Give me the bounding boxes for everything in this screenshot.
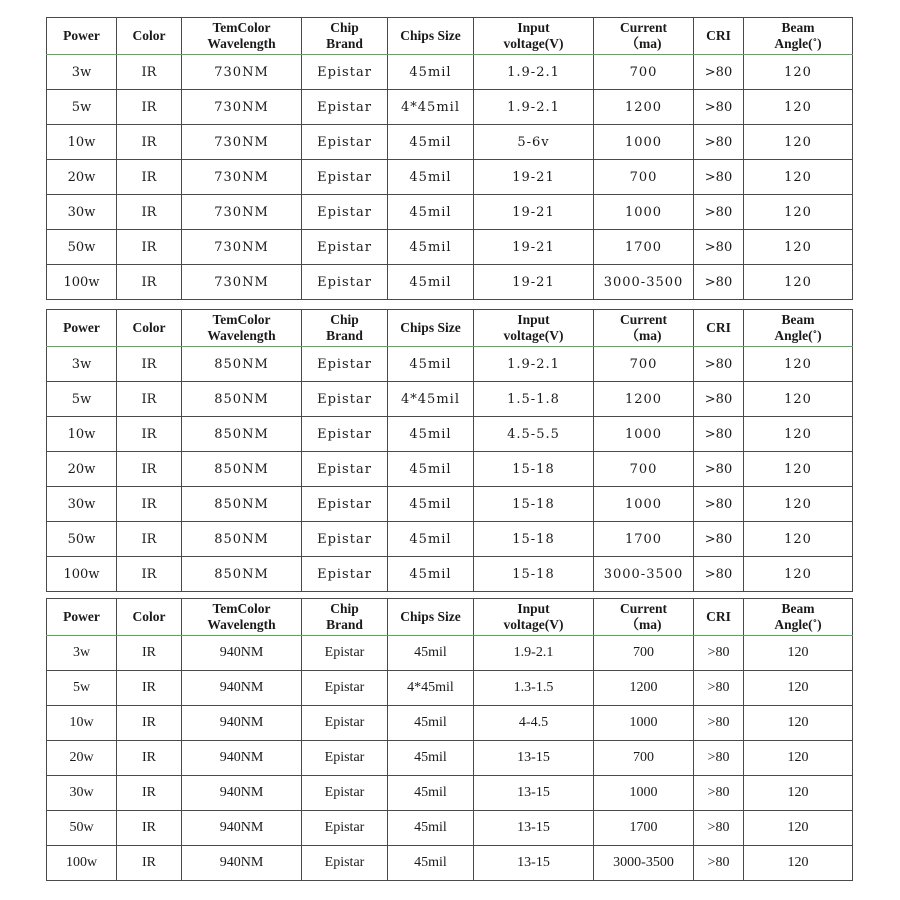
header-current-line: Current — [620, 601, 667, 616]
table-row — [47, 636, 853, 671]
table-row — [47, 452, 853, 487]
cell-chip-brand: Epistar — [302, 487, 388, 522]
header-chip-brand-line: Brand — [326, 617, 363, 632]
cell-color: IR — [117, 452, 182, 487]
header-chip-brand — [302, 310, 388, 347]
header-power-line: Power — [63, 320, 100, 335]
header-power-line: Power — [63, 28, 100, 43]
cell-beam-angle: 120 — [744, 487, 853, 522]
table-row — [47, 417, 853, 452]
header-beam-angle-line: Beam — [781, 601, 815, 616]
cell-power: 50w — [47, 811, 117, 846]
cell-power: 50w — [47, 230, 117, 265]
cell-input-voltage: 15-18 — [474, 452, 594, 487]
header-input-voltage — [474, 599, 594, 636]
spec-table-940nm — [46, 598, 853, 881]
header-chip-brand-line: Chip — [330, 20, 359, 35]
cell-input-voltage: 5-6v — [474, 125, 594, 160]
cell-chip-brand: Epistar — [302, 417, 388, 452]
cell-input-voltage: 1.5-1.8 — [474, 382, 594, 417]
header-chips-size-line: Chips Size — [400, 28, 461, 43]
cell-input-voltage: 13-15 — [474, 776, 594, 811]
cell-current: 700 — [594, 636, 694, 671]
cell-chip-brand: Epistar — [302, 382, 388, 417]
cell-input-voltage: 19-21 — [474, 195, 594, 230]
cell-input-voltage: 1.9-2.1 — [474, 636, 594, 671]
cell-cri: >80 — [694, 487, 744, 522]
header-current-line: （ma) — [625, 328, 662, 343]
cell-chip-brand: Epistar — [302, 706, 388, 741]
cell-current: 1000 — [594, 487, 694, 522]
cell-color: IR — [117, 265, 182, 300]
table-row — [47, 706, 853, 741]
header-chip-brand-line: Chip — [330, 312, 359, 327]
header-color — [117, 599, 182, 636]
table-row — [47, 230, 853, 265]
cell-current: 1000 — [594, 776, 694, 811]
cell-wavelength: 730NM — [182, 90, 302, 125]
cell-beam-angle: 120 — [744, 347, 853, 382]
cell-input-voltage: 4-4.5 — [474, 706, 594, 741]
cell-color: IR — [117, 846, 182, 881]
header-current-line: Current — [620, 312, 667, 327]
header-chips-size — [388, 18, 474, 55]
cell-beam-angle: 120 — [744, 265, 853, 300]
header-beam-angle-line: Angle(˚) — [774, 36, 822, 51]
cell-chip-brand: Epistar — [302, 230, 388, 265]
cell-input-voltage: 15-18 — [474, 522, 594, 557]
cell-current: 1000 — [594, 195, 694, 230]
header-beam-angle-line: Beam — [781, 312, 815, 327]
cell-wavelength: 850NM — [182, 417, 302, 452]
cell-chips-size: 45mil — [388, 487, 474, 522]
spec-table-730nm — [46, 17, 853, 300]
header-power — [47, 599, 117, 636]
cell-power: 30w — [47, 487, 117, 522]
cell-power: 20w — [47, 160, 117, 195]
cell-cri: >80 — [694, 160, 744, 195]
cell-chips-size: 4*45mil — [388, 90, 474, 125]
header-chips-size — [388, 599, 474, 636]
cell-power: 30w — [47, 776, 117, 811]
cell-power: 50w — [47, 522, 117, 557]
header-current-line: Current — [620, 20, 667, 35]
header-power — [47, 18, 117, 55]
cell-current: 1700 — [594, 522, 694, 557]
header-beam-angle — [744, 599, 853, 636]
cell-wavelength: 730NM — [182, 230, 302, 265]
header-current-line: （ma) — [625, 36, 662, 51]
cell-cri: >80 — [694, 671, 744, 706]
cell-color: IR — [117, 382, 182, 417]
cell-cri: >80 — [694, 382, 744, 417]
header-beam-angle — [744, 18, 853, 55]
cell-cri: >80 — [694, 741, 744, 776]
cell-chip-brand: Epistar — [302, 741, 388, 776]
cell-power: 5w — [47, 90, 117, 125]
cell-chips-size: 45mil — [388, 55, 474, 90]
cell-color: IR — [117, 671, 182, 706]
cell-beam-angle: 120 — [744, 55, 853, 90]
cell-current: 3000-3500 — [594, 265, 694, 300]
cell-cri: >80 — [694, 265, 744, 300]
header-wavelength-line: TemColor — [212, 20, 271, 35]
cell-chips-size: 45mil — [388, 811, 474, 846]
cell-power: 3w — [47, 55, 117, 90]
cell-input-voltage: 13-15 — [474, 846, 594, 881]
cell-beam-angle: 120 — [744, 846, 853, 881]
cell-chip-brand: Epistar — [302, 125, 388, 160]
header-beam-angle-line: Angle(˚) — [774, 617, 822, 632]
cell-input-voltage: 1.9-2.1 — [474, 90, 594, 125]
cell-chips-size: 45mil — [388, 776, 474, 811]
cell-color: IR — [117, 487, 182, 522]
cell-chip-brand: Epistar — [302, 90, 388, 125]
cell-cri: >80 — [694, 846, 744, 881]
header-beam-angle — [744, 310, 853, 347]
cell-chips-size: 45mil — [388, 265, 474, 300]
table-row — [47, 382, 853, 417]
cell-beam-angle: 120 — [744, 557, 853, 592]
cell-cri: >80 — [694, 557, 744, 592]
cell-chip-brand: Epistar — [302, 452, 388, 487]
cell-chip-brand: Epistar — [302, 160, 388, 195]
cell-color: IR — [117, 706, 182, 741]
cell-current: 3000-3500 — [594, 557, 694, 592]
cell-chip-brand: Epistar — [302, 195, 388, 230]
cell-beam-angle: 120 — [744, 671, 853, 706]
cell-chips-size: 4*45mil — [388, 382, 474, 417]
cell-input-voltage: 15-18 — [474, 487, 594, 522]
header-chips-size-line: Chips Size — [400, 609, 461, 624]
cell-wavelength: 730NM — [182, 160, 302, 195]
cell-color: IR — [117, 417, 182, 452]
cell-chip-brand: Epistar — [302, 347, 388, 382]
cell-chips-size: 45mil — [388, 706, 474, 741]
cell-beam-angle: 120 — [744, 811, 853, 846]
cell-wavelength: 850NM — [182, 452, 302, 487]
table-row — [47, 160, 853, 195]
header-cri — [694, 18, 744, 55]
header-current — [594, 599, 694, 636]
cell-beam-angle: 120 — [744, 706, 853, 741]
cell-wavelength: 730NM — [182, 265, 302, 300]
cell-wavelength: 940NM — [182, 846, 302, 881]
cell-chips-size: 45mil — [388, 347, 474, 382]
cell-cri: >80 — [694, 417, 744, 452]
header-beam-angle-line: Angle(˚) — [774, 328, 822, 343]
cell-input-voltage: 13-15 — [474, 741, 594, 776]
table-row — [47, 195, 853, 230]
cell-current: 700 — [594, 347, 694, 382]
header-row — [47, 18, 853, 55]
cell-chip-brand: Epistar — [302, 265, 388, 300]
cell-power: 3w — [47, 347, 117, 382]
cell-color: IR — [117, 811, 182, 846]
cell-power: 10w — [47, 125, 117, 160]
header-wavelength-line: TemColor — [212, 312, 271, 327]
cell-beam-angle: 120 — [744, 382, 853, 417]
cell-chips-size: 45mil — [388, 636, 474, 671]
cell-wavelength: 850NM — [182, 347, 302, 382]
cell-color: IR — [117, 557, 182, 592]
header-input-voltage-line: Input — [517, 20, 550, 35]
cell-input-voltage: 1.9-2.1 — [474, 55, 594, 90]
header-input-voltage-line: Input — [517, 601, 550, 616]
cell-color: IR — [117, 636, 182, 671]
cell-current: 1000 — [594, 706, 694, 741]
cell-input-voltage: 19-21 — [474, 160, 594, 195]
cell-input-voltage: 15-18 — [474, 557, 594, 592]
cell-cri: >80 — [694, 636, 744, 671]
header-row — [47, 599, 853, 636]
header-current-line: （ma) — [625, 617, 662, 632]
cell-chips-size: 45mil — [388, 741, 474, 776]
header-cri — [694, 310, 744, 347]
cell-wavelength: 850NM — [182, 487, 302, 522]
table-row — [47, 90, 853, 125]
cell-wavelength: 850NM — [182, 522, 302, 557]
cell-current: 700 — [594, 160, 694, 195]
header-color-line: Color — [132, 320, 166, 335]
cell-chips-size: 45mil — [388, 452, 474, 487]
cell-color: IR — [117, 347, 182, 382]
cell-current: 700 — [594, 55, 694, 90]
cell-power: 30w — [47, 195, 117, 230]
header-current — [594, 310, 694, 347]
header-cri-line: CRI — [706, 28, 731, 43]
cell-beam-angle: 120 — [744, 125, 853, 160]
cell-color: IR — [117, 522, 182, 557]
header-cri — [694, 599, 744, 636]
cell-cri: >80 — [694, 522, 744, 557]
table-row — [47, 347, 853, 382]
header-wavelength — [182, 18, 302, 55]
header-input-voltage-line: voltage(V) — [503, 36, 564, 51]
table-row — [47, 811, 853, 846]
table-row — [47, 776, 853, 811]
cell-wavelength: 940NM — [182, 776, 302, 811]
cell-current: 1200 — [594, 382, 694, 417]
cell-input-voltage: 4.5-5.5 — [474, 417, 594, 452]
header-color-line: Color — [132, 609, 166, 624]
header-wavelength — [182, 599, 302, 636]
cell-color: IR — [117, 55, 182, 90]
cell-wavelength: 850NM — [182, 382, 302, 417]
cell-beam-angle: 120 — [744, 741, 853, 776]
cell-power: 10w — [47, 417, 117, 452]
header-current — [594, 18, 694, 55]
cell-power: 100w — [47, 846, 117, 881]
cell-wavelength: 730NM — [182, 195, 302, 230]
cell-cri: >80 — [694, 776, 744, 811]
header-chip-brand — [302, 599, 388, 636]
header-power — [47, 310, 117, 347]
cell-power: 5w — [47, 382, 117, 417]
cell-chips-size: 45mil — [388, 846, 474, 881]
cell-cri: >80 — [694, 347, 744, 382]
header-row — [47, 310, 853, 347]
cell-color: IR — [117, 776, 182, 811]
cell-input-voltage: 13-15 — [474, 811, 594, 846]
cell-wavelength: 940NM — [182, 741, 302, 776]
cell-current: 1700 — [594, 230, 694, 265]
cell-beam-angle: 120 — [744, 776, 853, 811]
cell-input-voltage: 1.9-2.1 — [474, 347, 594, 382]
header-color-line: Color — [132, 28, 166, 43]
cell-power: 20w — [47, 452, 117, 487]
cell-color: IR — [117, 160, 182, 195]
cell-power: 10w — [47, 706, 117, 741]
header-wavelength-line: TemColor — [212, 601, 271, 616]
header-beam-angle-line: Beam — [781, 20, 815, 35]
spec-table-850nm — [46, 309, 853, 592]
header-color — [117, 18, 182, 55]
cell-wavelength: 850NM — [182, 557, 302, 592]
header-wavelength-line: Wavelength — [207, 36, 276, 51]
cell-beam-angle: 120 — [744, 90, 853, 125]
cell-chip-brand: Epistar — [302, 846, 388, 881]
table-row — [47, 55, 853, 90]
cell-current: 1700 — [594, 811, 694, 846]
cell-chip-brand: Epistar — [302, 522, 388, 557]
header-input-voltage — [474, 310, 594, 347]
cell-wavelength: 940NM — [182, 706, 302, 741]
cell-current: 700 — [594, 452, 694, 487]
header-chip-brand-line: Chip — [330, 601, 359, 616]
cell-cri: >80 — [694, 811, 744, 846]
header-cri-line: CRI — [706, 320, 731, 335]
cell-chip-brand: Epistar — [302, 671, 388, 706]
cell-cri: >80 — [694, 195, 744, 230]
header-chip-brand-line: Brand — [326, 328, 363, 343]
cell-chips-size: 45mil — [388, 195, 474, 230]
cell-beam-angle: 120 — [744, 195, 853, 230]
cell-current: 700 — [594, 741, 694, 776]
cell-chip-brand: Epistar — [302, 557, 388, 592]
cell-chips-size: 45mil — [388, 160, 474, 195]
table-row — [47, 741, 853, 776]
cell-beam-angle: 120 — [744, 417, 853, 452]
cell-chips-size: 45mil — [388, 417, 474, 452]
cell-cri: >80 — [694, 55, 744, 90]
cell-wavelength: 940NM — [182, 636, 302, 671]
cell-power: 3w — [47, 636, 117, 671]
table-row — [47, 125, 853, 160]
cell-wavelength: 730NM — [182, 55, 302, 90]
cell-input-voltage: 1.3-1.5 — [474, 671, 594, 706]
header-input-voltage-line: Input — [517, 312, 550, 327]
cell-chip-brand: Epistar — [302, 636, 388, 671]
cell-beam-angle: 120 — [744, 160, 853, 195]
cell-chip-brand: Epistar — [302, 55, 388, 90]
cell-wavelength: 940NM — [182, 671, 302, 706]
header-wavelength — [182, 310, 302, 347]
cell-current: 3000-3500 — [594, 846, 694, 881]
cell-cri: >80 — [694, 230, 744, 265]
table-row — [47, 557, 853, 592]
cell-current: 1000 — [594, 125, 694, 160]
cell-cri: >80 — [694, 125, 744, 160]
header-input-voltage-line: voltage(V) — [503, 617, 564, 632]
header-chip-brand-line: Brand — [326, 36, 363, 51]
cell-chips-size: 4*45mil — [388, 671, 474, 706]
cell-power: 5w — [47, 671, 117, 706]
cell-wavelength: 940NM — [182, 811, 302, 846]
table-row — [47, 522, 853, 557]
header-power-line: Power — [63, 609, 100, 624]
cell-cri: >80 — [694, 452, 744, 487]
cell-power: 20w — [47, 741, 117, 776]
header-color — [117, 310, 182, 347]
cell-current: 1000 — [594, 417, 694, 452]
table-row — [47, 846, 853, 881]
header-cri-line: CRI — [706, 609, 731, 624]
table-row — [47, 265, 853, 300]
table-row — [47, 487, 853, 522]
header-wavelength-line: Wavelength — [207, 617, 276, 632]
cell-beam-angle: 120 — [744, 636, 853, 671]
header-chips-size — [388, 310, 474, 347]
cell-chip-brand: Epistar — [302, 776, 388, 811]
cell-current: 1200 — [594, 671, 694, 706]
cell-cri: >80 — [694, 706, 744, 741]
cell-power: 100w — [47, 557, 117, 592]
cell-beam-angle: 120 — [744, 230, 853, 265]
header-wavelength-line: Wavelength — [207, 328, 276, 343]
cell-chips-size: 45mil — [388, 522, 474, 557]
cell-input-voltage: 19-21 — [474, 230, 594, 265]
cell-beam-angle: 120 — [744, 522, 853, 557]
cell-color: IR — [117, 741, 182, 776]
cell-chips-size: 45mil — [388, 557, 474, 592]
cell-color: IR — [117, 230, 182, 265]
cell-cri: >80 — [694, 90, 744, 125]
cell-color: IR — [117, 195, 182, 230]
cell-color: IR — [117, 90, 182, 125]
cell-chips-size: 45mil — [388, 230, 474, 265]
cell-color: IR — [117, 125, 182, 160]
header-chips-size-line: Chips Size — [400, 320, 461, 335]
header-chip-brand — [302, 18, 388, 55]
cell-beam-angle: 120 — [744, 452, 853, 487]
header-input-voltage-line: voltage(V) — [503, 328, 564, 343]
cell-wavelength: 730NM — [182, 125, 302, 160]
cell-power: 100w — [47, 265, 117, 300]
cell-current: 1200 — [594, 90, 694, 125]
header-input-voltage — [474, 18, 594, 55]
cell-chips-size: 45mil — [388, 125, 474, 160]
table-row — [47, 671, 853, 706]
cell-chip-brand: Epistar — [302, 811, 388, 846]
cell-input-voltage: 19-21 — [474, 265, 594, 300]
